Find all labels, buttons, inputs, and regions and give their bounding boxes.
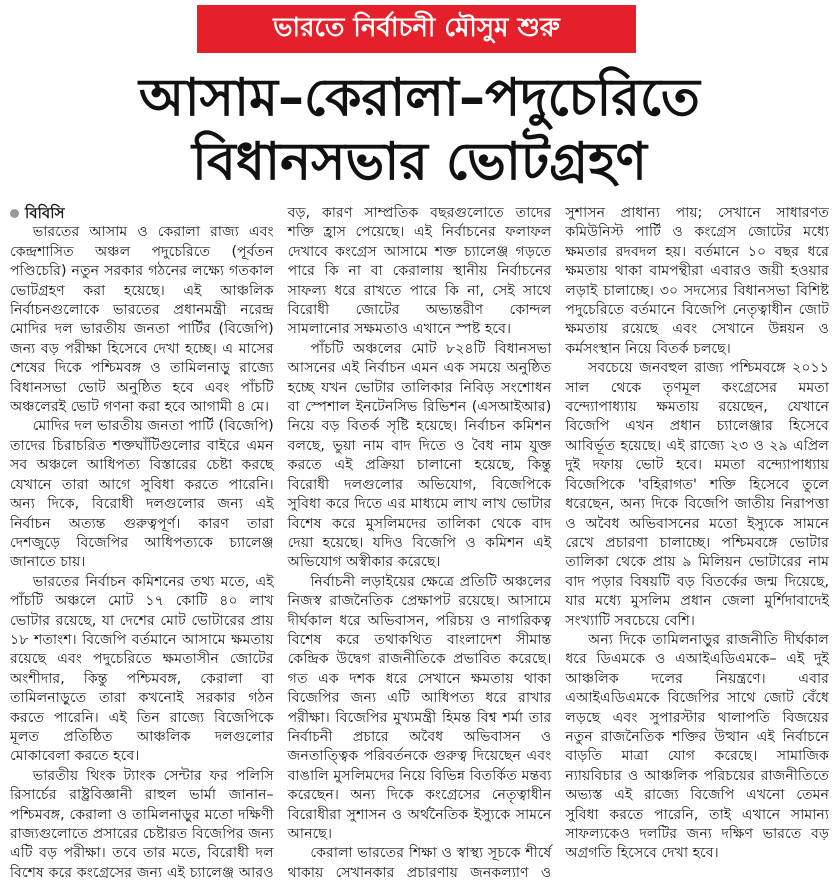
paragraph: ভারতের নির্বাচন কমিশনের তথ্য মতে, এই পাঁচটি অঞ্চলে মোট ১৭ কোটি ৪০ লাখ ভোটার রয়েছে, যা দেশের মোট ভোটারের প্রায় ১৮ শতাংশ। বিজেপি বর্তমানে আসামে ক্ষমতায় রয়েছে এবং পদুচেরিতে ক্ষমতাসীন জোটের অংশীদার, কিন্তু পশ্চিমবঙ্গ, কেরালা বা তামিলনাড়ুতে তারা কখনোই সরকার গঠন করতে পারেনি। এই তিন রাজ্যে বিজেপিকে মূলত প্রতিষ্ঠিত আঞ্চলিক দলগুলোর মোকাবেলা করতে হবে। [10,573,274,765]
byline [10,204,274,223]
paragraph: ভারতীয় থিংক ট্যাংক সেন্টার ফর পলিসি রিসার্চের রাষ্ট্রবিজ্ঞানী রাহুল ভার্মা জানান– পশ্চিমবঙ্গ, কেরালা ও তামিলনাড়ুর মতো দক্ষিণী রাজ্যগুলোতে প্রসারের চেষ্টারত বিজেপির জন্য এটি বড় পরীক্ষা। তবে তার মতে, বিরোধী দল বিশেষ করে কংগ্রেসের জন্য এই চ্যালেঞ্জ আরও বড়, কারণ সাম্প্রতিক বছরগুলোতে তাদের শক্তি হ্রাস পেয়েছে। এই নির্বাচনের ফলাফল দেখাবে কংগ্রেস আসামে শক্ত চ্যালেঞ্জ গড়তে পারে কি না বা কেরালায় স্থানীয় নির্বাচনের সাফল্য ধরে রাখতে পারে কি না, সেই সাথে বিরোধী জোটের অভ্যন্তরীণ কোন্দল সামলানোর সক্ষমতাও এখানে স্পষ্ট হবে। [10,205,552,881]
section-banner [197,5,636,53]
headline [10,66,829,194]
paragraph: ভারতের আসাম ও কেরালা রাজ্য এবং কেন্দ্রশাসিত অঞ্চল পদুচেরিতে (পূর্বতন পণ্ডিচেরি) নতুন সরকার গঠনের লক্ষ্যে গতকাল ভোটগ্রহণ করা হয়েছে। এই আঞ্চলিক নির্বাচনগুলোকে ভারতের প্রধানমন্ত্রী নরেন্দ্র মোদির দল ভারতীয় জনতা পার্টির (বিজেপি) জন্য বড় পরীক্ষা হিসেবে দেখা হচ্ছে। এ মাসের শেষের দিকে পশ্চিমবঙ্গ ও তামিলনাড়ু রাজ্যে বিধানসভা ভোট অনুষ্ঠিত হবে এবং পাঁচটি অঞ্চলেরই ভোট গণনা করা হবে আগামী ৪ মে। [10,224,274,416]
paragraph: সবচেয়ে জনবহুল রাজ্য পশ্চিমবঙ্গে ২০১১ সাল থেকে তৃণমূল কংগ্রেসের মমতা বন্দ্যোপাধ্যায় ক্ষমতায় রয়েছেন, যেখানে বিজেপি এখন প্রধান চ্যালেঞ্জার হিসেবে আবির্ভূত হয়েছে। এই রাজ্যে ২৩ ও ২৯ এপ্রিল দুই দফায় ভোট হবে। মমতা বন্দ্যোপাধ্যায় বিজেপিকে 'বহিরাগত' শক্তি হিসেবে তুলে ধরেছেন, অন্য দিকে বিজেপি জাতীয় নিরাপত্তা ও অবৈধ অভিবাসনের মতো ইস্যুকে সামনে রেখে প্রচারণা চালাচ্ছে। পশ্চিমবঙ্গে ভোটার তালিকা থেকে প্রায় ৯ মিলিয়ন ভোটারের নাম বাদ পড়ার বিষয়টি বড় বিতর্কের জন্ম দিয়েছে, যার মধ্যে মুসলিম প্রধান জেলা মুর্শিদাবাদেই সংখ্যাটি সবচেয়ে বেশি। [565,360,829,629]
article-body [10,204,829,883]
paragraph: পাঁচটি অঞ্চলের মোট ৮২৪টি বিধানসভা আসনের এই নির্বাচন এমন এক সময়ে অনুষ্ঠিত হচ্ছে যখন ভোটার তালিকার নিবিড় সংশোধন বা স্পেশাল ইনটেনসিভ রিভিশন (এসআইআর) নিয়ে বড় বিতর্ক সৃষ্টি হয়েছে। নির্বাচন কমিশন বলছে, ভুয়া নাম বাদ দিতে ও বৈধ নাম যুক্ত করতে এই প্রক্রিয়া চালানো হয়েছে, কিন্তু বিরোধী দলগুলোর অভিযোগ, বিজেপিকে সুবিধা করে দিতে এর মাধ্যমে লাখ লাখ ভোটার বিশেষ করে মুসলিমদের তালিকা থেকে বাদ দেয়া হয়েছে। যদিও বিজেপি ও কমিশন এই অভিযোগ অস্বীকার করেছে। [287,340,552,571]
byline-source: বিবিসি [25,204,65,222]
paragraph: মোদির দল ভারতীয় জনতা পার্টি (বিজেপি) তাদের চিরাচরিত শক্তঘাঁটিগুলোর বাইরে এমন সব অঞ্চলে আধিপত্য বিস্তারের চেষ্টা করছে যেখানে তারা আগে সুবিধা করতে পারেনি। অন্য দিকে, বিরোধী দলগুলোর জন্য এই নির্বাচন অত্যন্ত গুরুত্বপূর্ণ। কারণ তারা দেশজুড়ে বিজেপির আধিপত্যকে চ্যালেঞ্জ জানাতে চায়। [10,418,274,571]
banner-label: ভারতে নির্বাচনী মৌসুম শুরু [273,13,560,43]
headline-line-2: বিধানসভার ভোটগ্রহণ [192,132,647,192]
bullet-dot-icon [10,209,19,218]
paragraph: অন্য দিকে তামিলনাড়ুর রাজনীতি দীর্ঘকাল ধরে ডিএমকে ও এআইএডিএমকে– এই দুই আঞ্চলিক দলের নিয়ন্ত্রণে। এবার এআইএডিএমকে বিজেপির সাথে জোট বেঁধে লড়ছে এবং সুপারস্টার থালাপতি বিজয়ের নতুন রাজনৈতিক শক্তির উত্থান এই নির্বাচনে বাড়তি মাত্রা যোগ করেছে। সামাজিক ন্যায়বিচার ও আঞ্চলিক পরিচয়ের রাজনীতিতে অভ্যস্ত এই রাজ্যে বিজেপি এখনো তেমন সুবিধা করতে পারেনি, তাই এখানে সামান্য সাফল্যকেও দলটির জন্য দক্ষিণ ভারতে বড় অগ্রগতি হিসেবে দেখা হবে। [565,631,829,862]
paragraph: কেরালা ভারতের শিক্ষা ও স্বাস্থ্য সূচকে শীর্ষে থাকায় সেখানকার প্রচারণায় জনকল্যাণ ও সুশাসন প্রাধান্য পায়; সেখানে সাধারণত কমিউনিস্ট পার্টি ও কংগ্রেস জোটের মধ্যে ক্ষমতার রদবদল হয়। বর্তমানে ১০ বছর ধরে ক্ষমতায় থাকা বামপন্থীরা এবারও জয়ী হওয়ার লড়াই চালাচ্ছে। ৩০ সদস্যের বিধানসভা বিশিষ্ট পদুচেরিতে বর্তমানে বিজেপি নেতৃত্বাধীন জোট ক্ষমতায় রয়েছে এবং সেখানে উন্নয়ন ও কর্মসংস্থান নিয়ে বিতর্ক চলছে। [287,205,829,881]
paragraph: নির্বাচনী লড়াইয়ের ক্ষেত্রে প্রতিটি অঞ্চলের নিজস্ব রাজনৈতিক প্রেক্ষাপট রয়েছে। আসামে দীর্ঘকাল ধরে অভিবাসন, পরিচয় ও নাগরিকত্ব বিশেষ করে তথাকথিত বাংলাদেশ সীমান্ত কেন্দ্রিক উদ্বেগ রাজনীতিকে প্রভাবিত করেছে। গত এক দশক ধরে সেখানে ক্ষমতায় থাকা বিজেপির জন্য এটি আধিপত্য ধরে রাখার পরীক্ষা। বিজেপির মুখ্যমন্ত্রী হিমন্ত বিশ্ব শর্মা তার নির্বাচনী প্রচারে অবৈধ অভিবাসন ও জনতাত্ত্বিক পরিবর্তনকে গুরুত্ব দিয়েছেন এবং বাঙালি মুসলিমদের নিয়ে বিভিন্ন বিতর্কিত মন্তব্য করেছেন। অন্য দিকে কংগ্রেসের নেতৃত্বাধীন বিরোধীরা সুশাসন ও অর্থনৈতিক ইস্যুকে সামনে আনছে। [287,573,552,842]
headline-line-1: আসাম–কেরালা–পদুচেরিতে [139,68,700,128]
